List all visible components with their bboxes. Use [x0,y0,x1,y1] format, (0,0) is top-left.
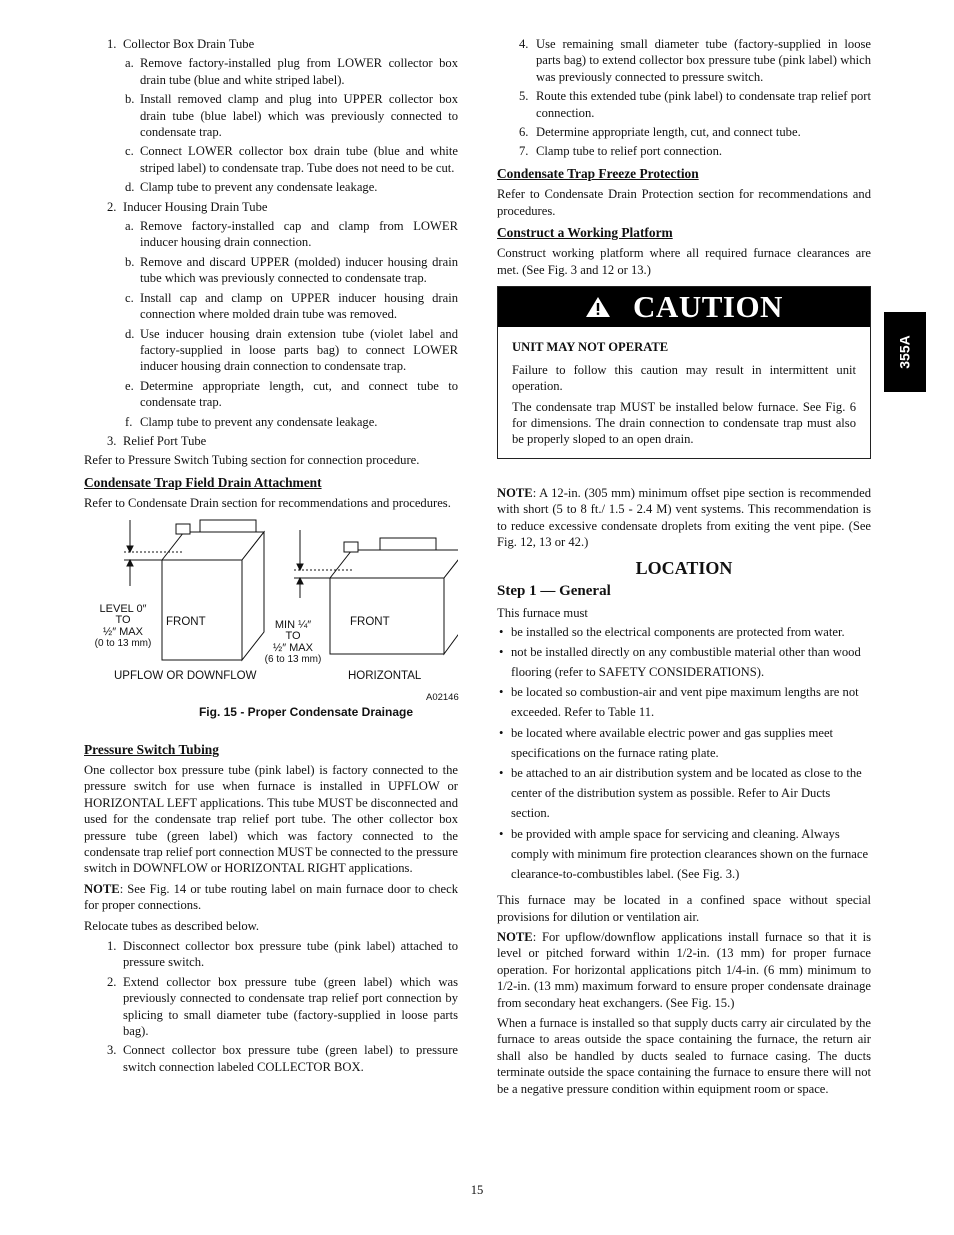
list-item-text: Clamp tube to prevent any condensate leakage. [140,414,378,429]
note1-label: NOTE [497,485,533,500]
side-tab [884,312,926,392]
relocate-list-continued [497,36,871,160]
list-item [497,88,871,121]
list-item-number: f. [125,414,133,429]
list-item-text: Remove factory‑installed plug from LOWER collector box drain tube (blue and white striped label). [140,56,458,87]
bullet-text: be attached to an air distribution system and be located as close to the center of the distribution system as possible. Refer to Air Ducts section. [511,765,862,821]
list-item-text: Connect LOWER collector box drain tube (blue and white striped label) to condensate trap. Tube does not need to be cut. [140,144,458,175]
list-item-number: 1. [107,37,117,51]
furnace-must-text: This furnace must [497,606,588,621]
list-item-text: Clamp tube to relief port connection. [536,144,723,159]
bullet-text: not be installed directly on any combustible material other than wood flooring (refer to SAFETY CONSIDERATIONS). [511,644,861,679]
note1-text: : A 12‑in. (305 mm) minimum offset pipe section is recommended with short (5 to 8 ft./ 1.5 ‑ 2.4 M) vent systems. This recommendation is to reduce excessive condensate droplets from exiting the vent pipe. (See Fig. 12, 13 or 42.) [497,485,871,549]
note-text: : See Fig. 14 or tube routing label on main furnace door to check for proper connections. [84,881,458,913]
list-item-number: e. [125,378,134,393]
list-item [84,378,458,411]
heading-pressure-switch: Pressure Switch Tubing [84,741,219,757]
bullet-item [497,682,871,722]
list-item [84,218,458,251]
side-tab-label: 355A [897,335,913,369]
list-item [84,91,458,140]
left-column [84,36,458,1078]
bullet-text: be installed so the electrical components are protected from water. [511,624,845,639]
refer-pressure-text: Refer to Pressure Switch Tubing section for connection procedure. [84,453,420,468]
caution-body [498,327,870,457]
list-item-number: 1. [107,939,117,954]
bullet-icon: • [499,644,504,659]
list-item-text: Remove factory‑installed cap and clamp from LOWER inducer housing drain connection. [140,219,458,250]
note2-label: NOTE [497,930,533,945]
bullet-item [497,642,871,682]
list-item [497,36,871,85]
list-item-number: 3. [107,1043,117,1058]
note-pitch [497,929,871,1011]
list-item-text: Collector Box Drain Tube [123,37,255,51]
list-item-text: Inducer Housing Drain Tube [123,199,268,214]
step1-heading: Step 1 — General [497,582,611,599]
caution-header [498,287,870,327]
relocate-list [84,938,458,1075]
list-item [84,143,458,176]
list-item [84,974,458,1040]
left-tolerance-line1: LEVEL 0″ [99,602,147,615]
list-item-text: Clamp tube to prevent any condensate leakage. [140,180,378,195]
list-item-text: Install cap and clamp on UPPER inducer housing drain connection where molded drain tube was removed. [140,290,458,322]
caption-upflow-downflow: UPFLOW OR DOWNFLOW [114,669,257,682]
bullet-icon: • [499,765,504,780]
section-location: LOCATION [635,558,733,579]
list-item [84,36,458,52]
caption-horizontal: HORIZONTAL [348,669,422,682]
bullet-icon: • [499,725,504,740]
list-item-number: 7. [519,144,529,159]
caution-subtitle: UNIT MAY NOT OPERATE [512,340,669,355]
note2-text: : For upflow/downflow applications install furnace so that it is level or pitched forward within 1/2‑in. (13 mm) for proper furnace operation. For horizontal applications pitch 1/4‑in. (6 mm) minimum to 1/2‑in. (13 mm) maximum forward to ensure proper condensate drainage from secondary heat exchangers. (See Fig. 15.) [497,930,871,1010]
note-offset-pipe [497,485,871,551]
drain-tube-list [84,36,458,449]
list-item-text: Use inducer housing drain extension tube (violet label and factory‑supplied in loose parts bag) to connect LOWER inducer housing drain connection to condensate trap. [140,326,458,374]
list-item-text: Disconnect collector box pressure tube (pink label) attached to pressure switch. [123,939,458,970]
list-item [84,290,458,323]
working-platform-text: Construct working platform where all required furnace clearances are met. (See Fig. 3 and 12 or 13.) [497,246,871,277]
list-item [84,254,458,287]
caution-title: CAUTION [633,289,783,325]
bullet-icon: • [499,826,504,841]
note-fig14 [84,881,458,914]
list-item [84,938,458,971]
page-number: 15 [470,1183,484,1197]
list-item-text: Extend collector box pressure tube (green label) which was previously connected to condensate trap relief port connection by splicing to small diameter tube (factory‑supplied in loose parts bag). [123,974,458,1039]
list-item [84,199,458,215]
right-tolerance-line4: (6 to 13 mm) [264,654,322,666]
list-item [497,143,871,159]
list-item-text: Relief Port Tube [123,433,207,448]
list-item [84,179,458,195]
note-label: NOTE [84,881,120,896]
relocate-text: Relocate tubes as described below. [84,918,260,933]
list-item [497,124,871,140]
list-item-number: 5. [519,89,529,104]
caution-text-2: The condensate trap MUST be installed below furnace. See Fig. 6 for dimensions. The drain connection to condensate trap must also be properly sloped to an open drain. [512,399,856,447]
list-item-number: d. [125,180,135,195]
bullet-text: be provided with ample space for servicing and cleaning. Always comply with minimum fire protection clearances shown on the furnace clearance‑to‑combustibles label. (See Fig. 3.) [511,826,869,881]
caution-text-1: Failure to follow this caution may result in intermittent unit operation. [512,362,856,394]
pressure-switch-text: One collector box pressure tube (pink label) is factory connected to the pressure switch for use when furnace is installed in UPFLOW or HORIZONTAL LEFT applications. This tube MUST be disconnected and used for the condensate trap relief port tube. The other collector box pressure tube (green label) which was factory connected to the condensate trap relief port connection MUST be connected to the pressure switch in DOWNFLOW or HORIZONTAL RIGHT applications. [84,762,458,876]
left-tolerance-label [84,604,162,650]
list-item-number: 3. [107,433,117,448]
caution-box [497,286,871,458]
heading-working-platform: Construct a Working Platform [497,225,673,241]
left-tolerance-line2: TO [115,614,131,627]
list-item-text: Remove and discard UPPER (molded) inducer housing drain tube which was previously connected to condensate trap. [140,254,458,286]
confined-space-text: This furnace may be located in a confined space without special provisions for dilution or ventilation air. [497,893,871,924]
list-item [84,326,458,375]
list-item-text: Determine appropriate length, cut, and connect tube. [536,125,801,140]
bullet-icon: • [499,685,504,700]
list-item-number: 2. [107,974,117,989]
list-item-number: a. [125,56,134,71]
list-item-text: Route this extended tube (pink label) to condensate trap relief port connection. [536,89,871,120]
front-label-upflow: FRONT [166,615,206,628]
list-item-number: d. [125,326,135,341]
list-item [84,414,458,430]
list-item-text: Connect collector box pressure tube (green label) to pressure switch connection labeled COLLECTOR BOX. [123,1043,458,1074]
bullet-text: be located where available electric power and gas supplies meet specifications on the furnace rating plate. [511,725,834,760]
list-item-number: b. [125,254,135,269]
list-item-number: b. [125,92,135,107]
figure-code: A02146 [426,691,459,703]
heading-field-drain: Condensate Trap Field Drain Attachment [84,474,322,490]
list-item-text: Install removed clamp and plug into UPPER collector box drain tube (blue label) which was previously connected to condensate trap. [140,92,458,140]
left-tolerance-line4: (0 to 13 mm) [94,638,152,650]
supply-ducts-text: When a furnace is installed so that supply ducts carry air circulated by the furnace to areas outside the space containing the furnace, the return air shall also be handled by ducts sealed to furnace casing. The ducts terminate outside the space containing the furnace to ensure there will not be a negative pressure condition within equipment room or space. [497,1016,871,1096]
list-item-text: Determine appropriate length, cut, and connect tube to condensate trap. [140,378,458,410]
bullet-icon: • [499,624,504,639]
list-item [84,433,458,449]
list-item [84,55,458,88]
requirements-list [497,622,871,885]
left-tolerance-line3: ½″ MAX [103,625,143,638]
field-drain-text: Refer to Condensate Drain section for recommendations and procedures. [84,496,451,511]
list-item-number: 4. [519,37,529,51]
right-tolerance-line3: ½″ MAX [273,641,313,654]
figure-condensate-drainage [84,518,458,728]
right-tolerance-label [256,620,330,666]
list-item-number: 6. [519,125,529,140]
list-item-text: Use remaining small diameter tube (factory‑supplied in loose parts bag) to extend collector box pressure tube (pink label) which was previously connected to pressure switch. [536,37,871,84]
right-tolerance-line2: TO [285,630,301,643]
bullet-text: be located so combustion‑air and vent pipe maximum lengths are not exceeded. Refer to Table 11. [511,685,859,720]
right-column [497,36,871,1101]
bullet-item [497,824,871,885]
list-item-number: c. [125,144,134,159]
front-label-horizontal: FRONT [350,615,390,628]
bullet-item [497,622,871,642]
list-item-number: c. [125,290,134,305]
heading-freeze-protection: Condensate Trap Freeze Protection [497,165,699,181]
right-tolerance-line1: MIN ¼″ [274,618,312,631]
list-item [84,1042,458,1075]
warning-triangle-icon [585,296,611,318]
freeze-protection-text: Refer to Condensate Drain Protection section for recommendations and procedures. [497,187,871,218]
list-item-number: 2. [107,199,117,214]
figure-title: Fig. 15 ‑ Proper Condensate Drainage [198,704,414,719]
list-item-number: a. [125,219,134,234]
bullet-item [497,723,871,763]
bullet-item [497,763,871,824]
